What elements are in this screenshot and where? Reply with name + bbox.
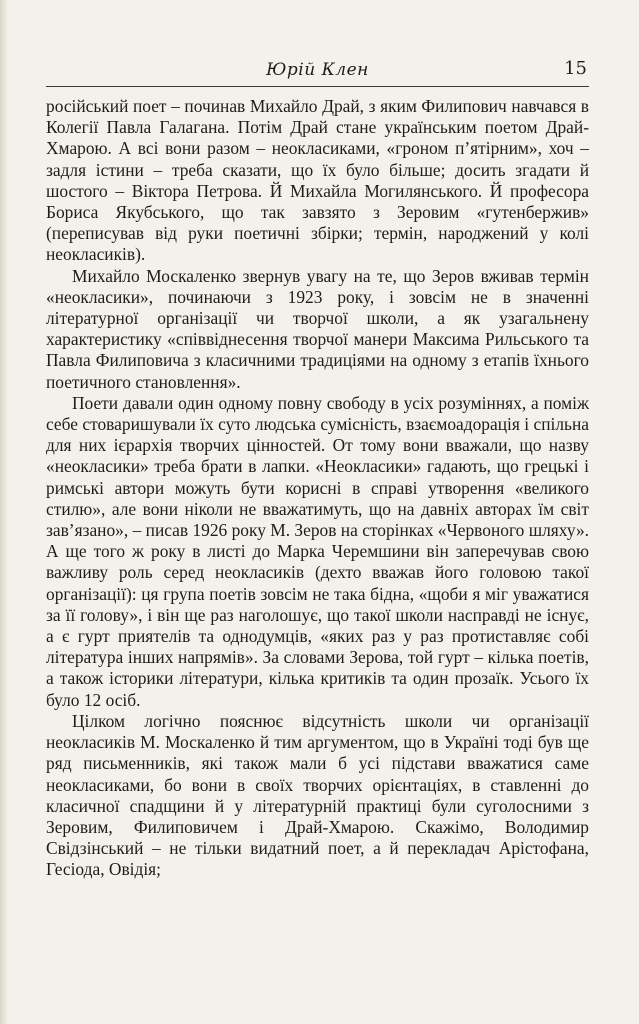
paragraph-3: Поети давали один одному повну свободу в усіх розуміннях, а поміж себе стоваришували їх суто людська сумісність, взаємоадорація і спільна для них ієрархія творчих цінностей. От тому вони вважали, що назву «неокласики» треба брати в лапки. «Неокласики» гадають, що грецькі і римські автори можуть бути корисні в справі утворення «великого стилю», але вони ніколи не вважатимуть, що на давніх авторах їм світ зав’язано», – писав 1926 року М. Зеров на сторінках «Червоного шляху». А ще того ж року в листі до Марка Черемшини він заперечував свою важливу роль серед неокласиків (дехто вважав його головою такої організації): ця група поетів зовсім не така бідна, «щоби я міг уважатися за її голову», і він ще раз наголошує, що такої школи насправді не існує, а є гурт приятелів та однодумців, «яких раз у раз протиставляє собі література інших напрямів». За словами Зерова, той гурт – кілька поетів, а також історики літератури, кілька критиків та один прозаїк. Усього їх було 12 осіб.: [46, 392, 589, 710]
running-head-title: Юрій Клен: [266, 60, 369, 80]
paragraph-2: Михайло Москаленко звернув увагу на те, що Зеров вживав термін «неокласики», починаючи з 1923 року, і зовсім не в значенні літературної організації чи творчої школи, а як узагальнену характеристику «співвіднесення творчої манери Максима Рильського та Павла Филиповича з класичними традиціями на одному з етапів їхнього поетичного становлення».: [46, 265, 589, 392]
running-header: [46, 56, 589, 87]
body-text: [46, 96, 589, 881]
page-number: 15: [564, 58, 587, 79]
paragraph-4: Цілком логічно пояснює відсутність школи чи організації неокласиків М. Москаленко й тим аргументом, що в Україні тоді був ще ряд письменників, які також мали б усі підстави вважатися саме неокласиками, бо вони в своїх творчих орієнтаціях, в ставленні до класичної спадщини й у літературній практиці були суголосними з Зеровим, Филиповичем і Драй-Хмарою. Скажімо, Володимир Свідзінський – не тільки видатний поет, а й перекладач Арістофана, Гесіода, Овідія;: [46, 710, 589, 880]
paragraph-1: російський поет – починав Михайло Драй, з яким Филипович навчався в Колегії Павла Галагана. Потім Драй стане українським поетом Драй-Хмарою. А всі вони разом – неокласиками, «гроном п’ятірним», хоч – задля істини – треба сказати, що їх було більше; досить згадати й шостого – Віктора Петрова. Й Михайла Могилянського. Й професора Бориса Якубського, що так завзято з Зеровим «гутенбержив» (переписував від руки поетичні збірки; термін, народжений у колі неокласиків).: [46, 96, 589, 265]
page-gutter-shadow: [0, 0, 8, 1024]
